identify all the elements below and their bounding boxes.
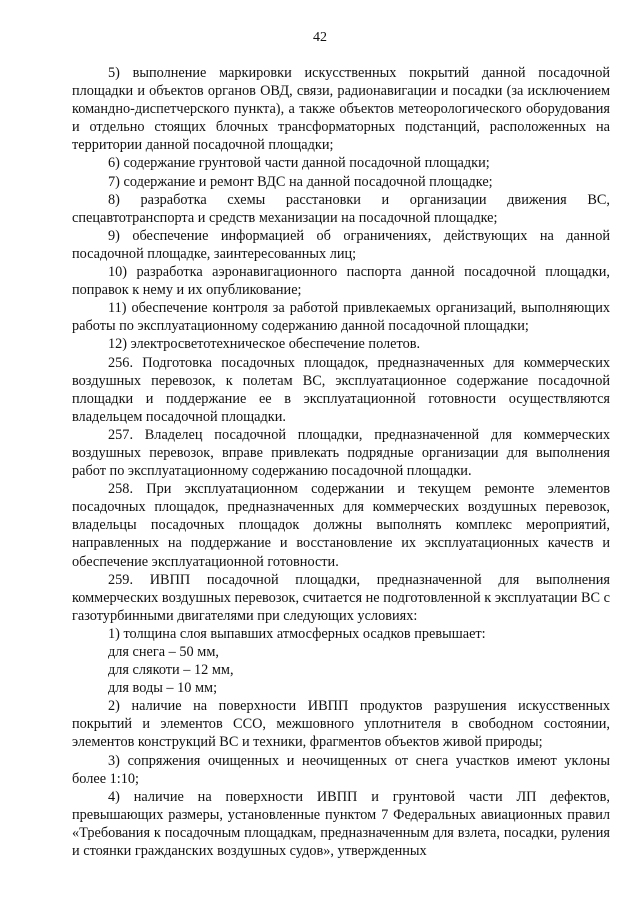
paragraph-condition-2: 2) наличие на поверхности ИВПП продуктов разрушения искусственных покрытий и элементов ССО, межшовного уплотнителя в свободном состоянии, элементов конструкций ВС и техники, фрагментов объектов живой природы; (72, 698, 610, 751)
paragraph-item-11: 11) обеспечение контроля за работой привлекаемых организаций, выполняющих работы по эксплуатационному содержанию данной посадочной площадки; (72, 300, 610, 335)
paragraph-item-8: 8) разработка схемы расстановки и организации движения ВС, спецавтотранспорта и средств механизации на посадочной площадке; (72, 191, 610, 226)
document-body (72, 64, 610, 860)
paragraph-section-258: 258. При эксплуатационном содержании и текущем ремонте элементов посадочных площадок, предназначенных для коммерческих воздушных перевозок, владельцы посадочных площадок должны выполнять комплекс мероприятий, направленных на поддержание и восстановление их эксплуатационных качеств и обеспечение эксплуатационной готовности. (72, 481, 610, 570)
page-number: 42 (313, 30, 327, 45)
paragraph-section-259: 259. ИВПП посадочной площадки, предназначенной для выполнения коммерческих воздушных перевозок, считается не подготовленной к эксплуатации ВС с газотурбинными двигателями при следующих условиях: (72, 571, 610, 624)
paragraph-item-5: 5) выполнение маркировки искусственных покрытий данной посадочной площадки и объектов органов ОВД, связи, радионавигации и посадки (за исключением командно-диспетчерского пункта), а также объектов метеорологического оборудования и отдельно стоящих блочных трансформаторных подстанций, расположенных на территории данной посадочной площадки; (72, 65, 610, 154)
paragraph-snow-limit: для снега – 50 мм, (108, 644, 219, 660)
paragraph-condition-3: 3) сопряжения очищенных и неочищенных от снега участков имеют уклоны более 1:10; (72, 752, 610, 787)
paragraph-condition-1: 1) толщина слоя выпавших атмосферных осадков превышает: (108, 625, 486, 642)
paragraph-item-12: 12) электросветотехническое обеспечение полетов. (108, 336, 421, 353)
paragraph-item-10: 10) разработка аэронавигационного паспорта данной посадочной площадки, поправок к нему и их опубликование; (72, 264, 610, 299)
paragraph-slush-limit: для слякоти – 12 мм, (108, 662, 234, 679)
paragraph-section-256: 256. Подготовка посадочных площадок, предназначенных для коммерческих воздушных перевозок, к полетам ВС, эксплуатационное содержание посадочной площадки и поддержание ее в эксплуатационной готовности осуществляются владельцем посадочной площадки. (72, 354, 610, 425)
paragraph-item-6: 6) содержание грунтовой части данной посадочной площадки; (108, 155, 490, 172)
paragraph-item-7: 7) содержание и ремонт ВДС на данной посадочной площадке; (108, 173, 493, 190)
paragraph-item-9: 9) обеспечение информацией об ограничениях, действующих на данной посадочной площадке, заинтересованных лиц; (72, 227, 610, 262)
paragraph-section-257: 257. Владелец посадочной площадки, предназначенной для коммерческих воздушных перевозок, вправе привлекать подрядные организации для выполнения работ по эксплуатационному содержанию посадочной площадки. (72, 426, 610, 480)
paragraph-condition-4: 4) наличие на поверхности ИВПП и грунтовой части ЛП дефектов, превышающих размеры, установленные пунктом 7 Федеральных авиационных правил «Требования к посадочным площадкам, предназначенным для взлета, посадки, руления и стоянки гражданских воздушных судов», утвержденных (72, 788, 610, 860)
paragraph-water-limit: для воды – 10 мм; (108, 680, 218, 697)
